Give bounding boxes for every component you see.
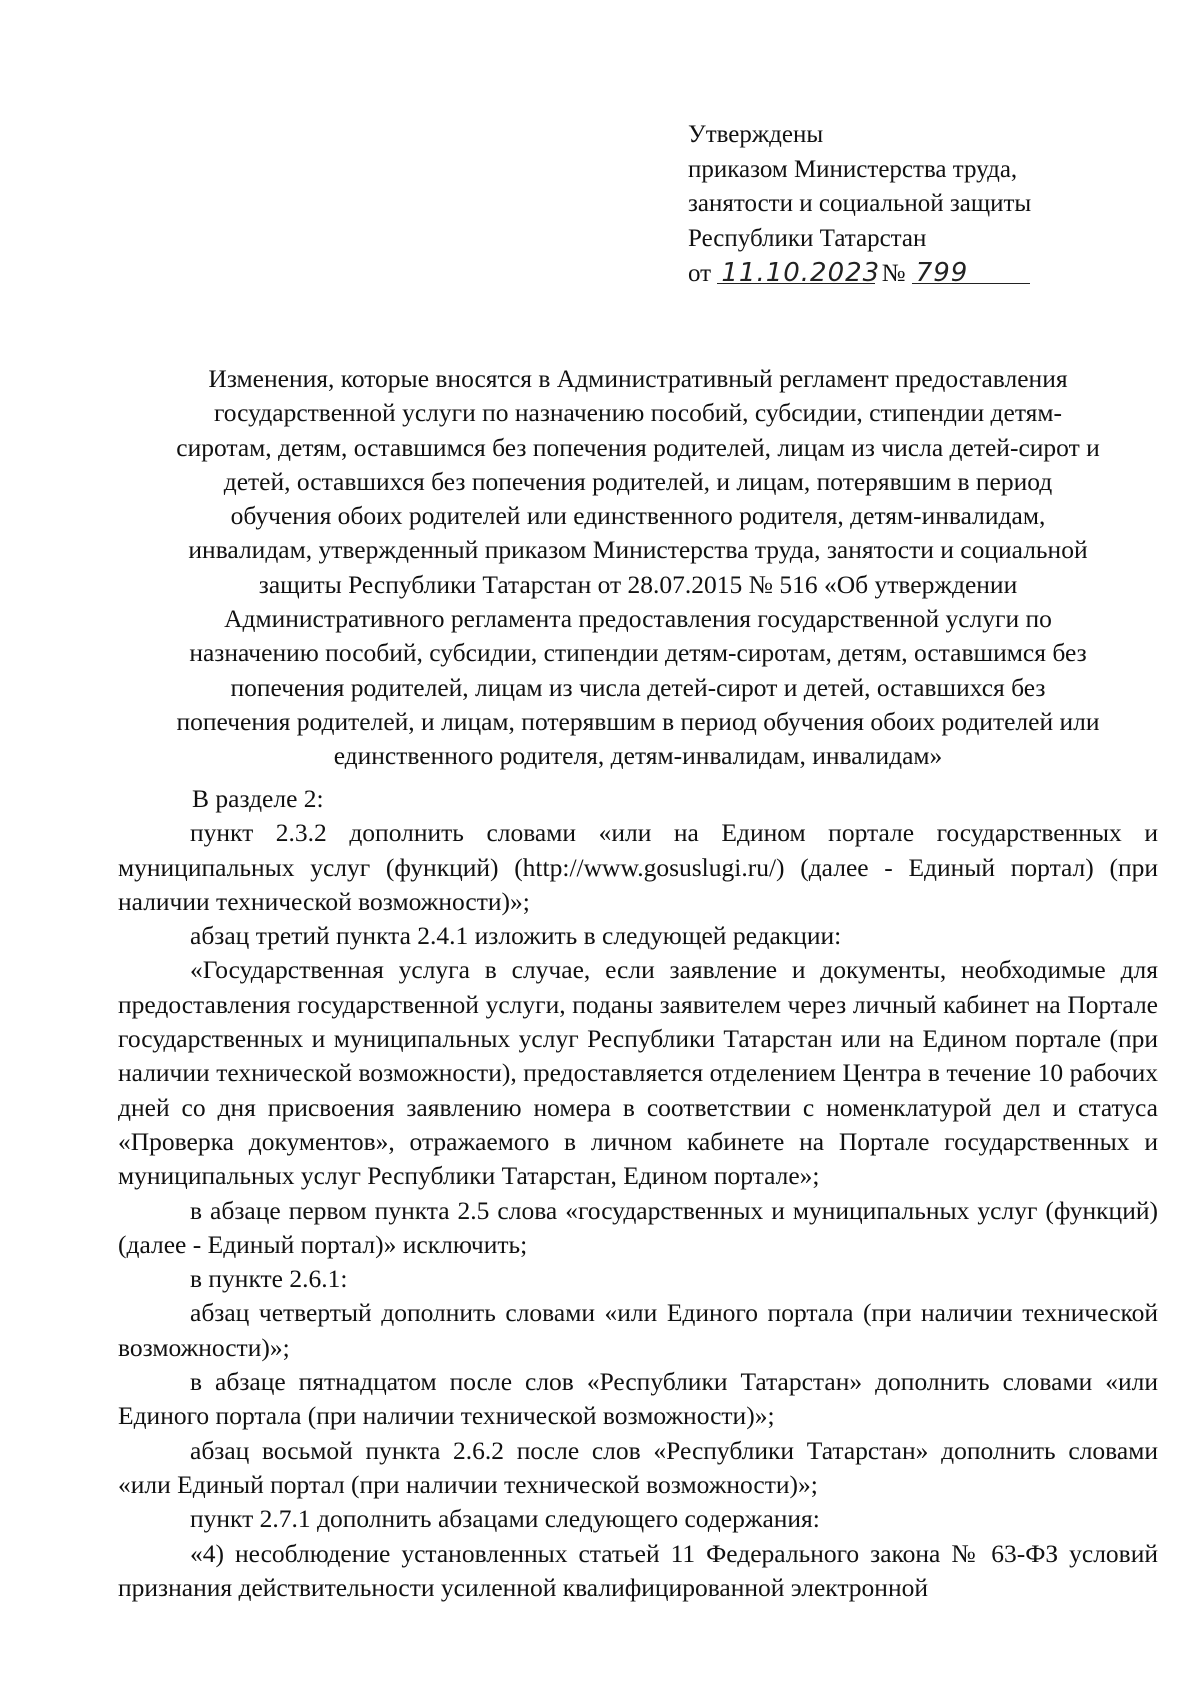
handwritten-date: 11.10.2023	[721, 258, 881, 288]
title-line: Изменения, которые вносятся в Административный регламент предоставления	[208, 364, 1068, 393]
title-line: инвалидам, утвержденный приказом Министерства труда, занятости и социальной	[188, 535, 1088, 565]
body-paragraph: пункт 2.3.2 дополнить словами «или на Едином портале государственных и муниципальных услуг (функций) (http://www.gosuslugi.ru/) (далее - Единый портал) (при наличии технической возможности)»;	[118, 818, 1158, 916]
body-paragraph: в абзаце пятнадцатом после слов «Республики Татарстан» дополнить словами «или Единого портала (при наличии технической возможности)»;	[118, 1367, 1158, 1431]
body-paragraph: В разделе 2:	[192, 784, 324, 813]
title-line: назначению пособий, субсидии, стипендии детям-сиротам, детям, оставшимся без	[189, 638, 1087, 668]
date-prefix: от	[688, 260, 712, 287]
document-body	[118, 782, 1158, 1605]
title-line: обучения обоих родителей или единственного родителя, детям-инвалидам,	[230, 501, 1046, 531]
body-paragraph: «4) несоблюдение установленных статьей 11 Федерального закона № 63-ФЗ условий признания действительности усиленной квалифицированной электронной	[118, 1538, 1158, 1602]
approval-line-4: Республики Татарстан	[688, 224, 927, 252]
approval-line-2: приказом Министерства труда,	[688, 155, 1018, 183]
approval-block	[688, 118, 1108, 292]
number-prefix: №	[881, 260, 906, 287]
body-paragraph: пункт 2.7.1 дополнить абзацами следующего содержания:	[190, 1504, 820, 1534]
approval-date-line	[688, 256, 1108, 292]
date-field	[717, 256, 881, 288]
body-paragraph: абзац восьмой пункта 2.6.2 после слов «Республики Татарстан» дополнить словами «или Единый портал (при наличии технической возможности)»;	[118, 1435, 1158, 1499]
handwritten-number: 799	[915, 258, 969, 288]
body-paragraph: «Государственная услуга в случае, если заявление и документы, необходимые для предоставления государственной услуги, поданы заявителем через личный кабинет на Портале государственных и муниципальных услуг Республики Татарстан или на Едином портале (при наличии технической возможности), предоставляется отделением Центра в течение 10 рабочих дней со дня присвоения заявлению номера в соответствии с номенклатурой дел и статуса «Проверка документов», отражаемого в личном кабинете на Портале государственных и муниципальных услуг Республики Татарстан, Едином портале»;	[118, 955, 1158, 1191]
title-line: попечения родителей, и лицам, потерявшим в период обучения обоих родителей или	[176, 706, 1100, 736]
title-line: государственной услуги по назначению пособий, субсидии, стипендии детям-	[213, 398, 1063, 428]
number-field	[912, 256, 1030, 288]
title-line: сиротам, детям, оставшимся без попечения родителей, лицам из числа детей-сирот и	[176, 432, 1100, 462]
title-line: Административного регламента предоставления государственной услуги по	[224, 604, 1052, 634]
body-paragraph: абзац четвертый дополнить словами «или Единого портала (при наличии технической возможности)»;	[118, 1298, 1158, 1362]
title-line: защиты Республики Татарстан от 28.07.2015 № 516 «Об утверждении	[258, 569, 1018, 599]
title-line: единственного родителя, детям-инвалидам, инвалидам»	[333, 741, 943, 771]
body-paragraph: абзац третий пункта 2.4.1 изложить в следующей редакции:	[190, 921, 842, 951]
body-paragraph: в абзаце первом пункта 2.5 слова «государственных и муниципальных услуг (функций) (далее - Единый портал)» исключить;	[118, 1195, 1158, 1259]
title-line: попечения родителей, лицам из числа детей-сирот и детей, оставшихся без	[230, 672, 1046, 702]
approval-line-3: занятости и социальной защиты	[688, 190, 1032, 217]
approval-line-1: Утверждены	[688, 121, 824, 148]
document-title	[118, 362, 1158, 774]
title-line: детей, оставшихся без попечения родителей, и лицам, потерявшим в период	[223, 466, 1053, 496]
body-paragraph: в пункте 2.6.1:	[190, 1264, 348, 1294]
